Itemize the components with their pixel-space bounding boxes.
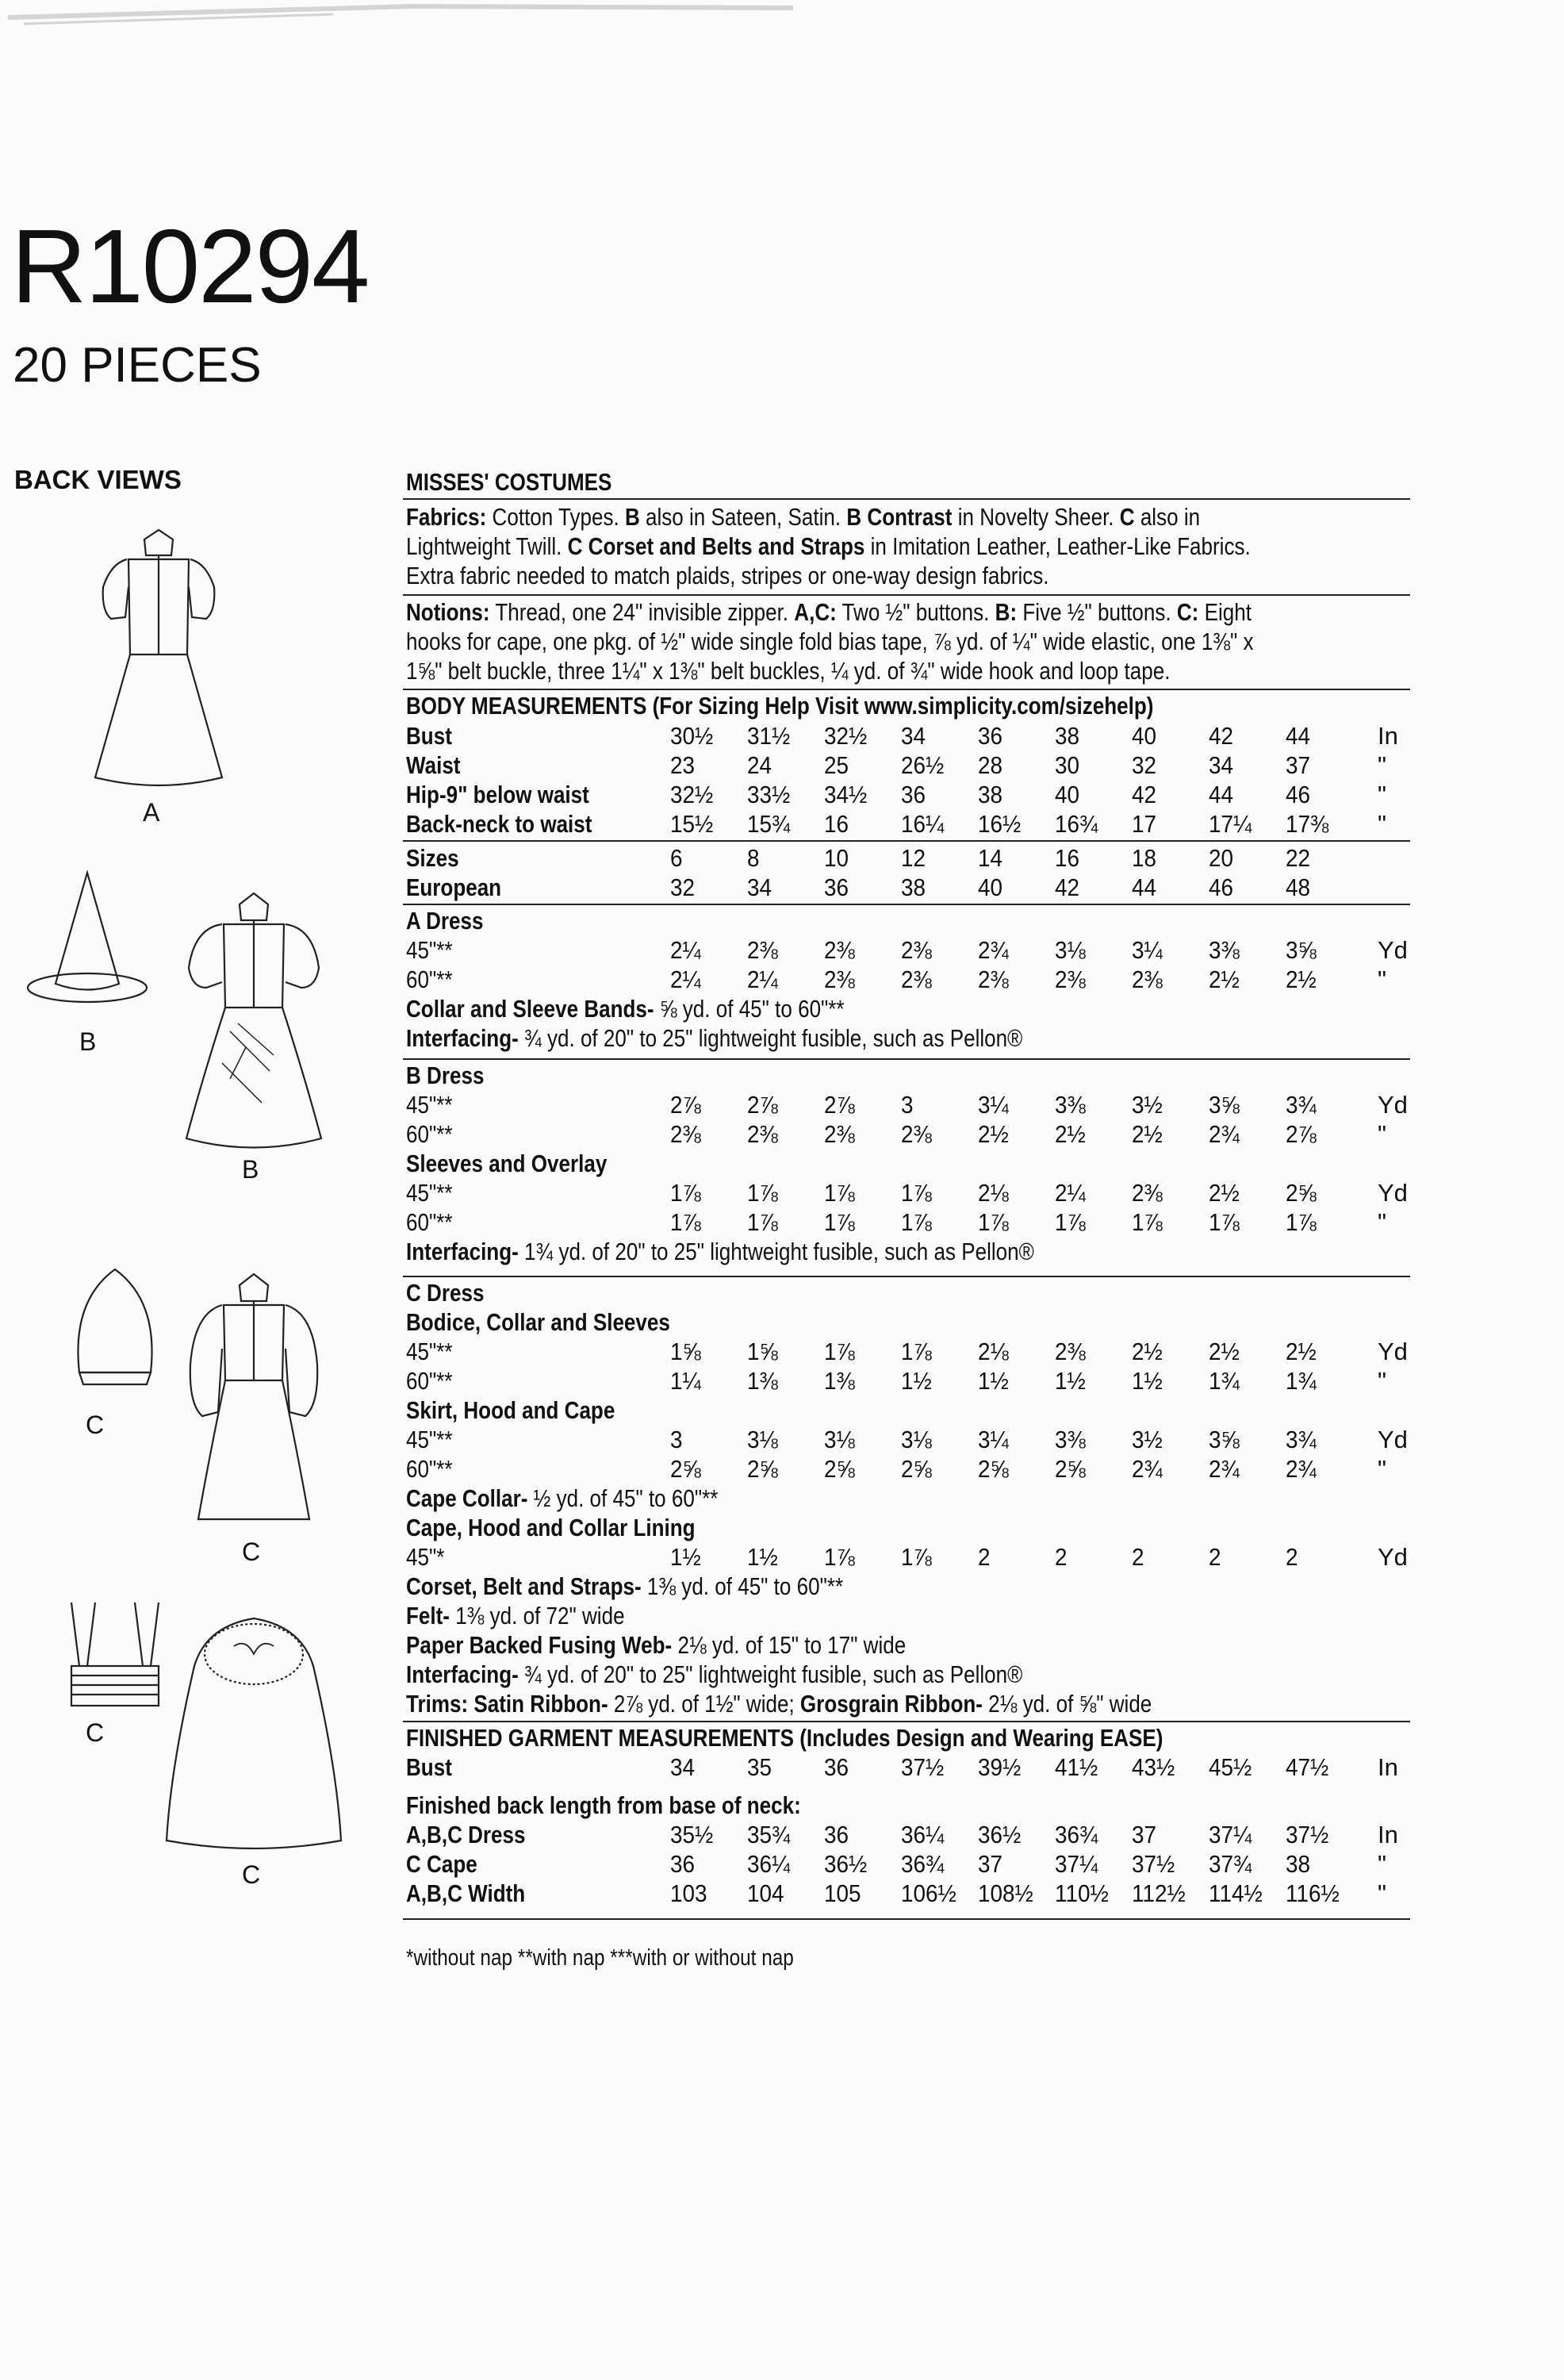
cell-value: 3⅛ — [747, 1426, 778, 1453]
cell-value: 2 — [1055, 1543, 1068, 1571]
cell-value: 20 — [1209, 844, 1234, 872]
view-c-cape-illustration — [159, 1610, 349, 1856]
cell-value: 1⅞ — [978, 1208, 1009, 1236]
c-cape-collar-line: Cape Collar- ½ yd. of 45" to 60"** — [406, 1484, 719, 1512]
view-c-hood-label: C — [86, 1411, 105, 1439]
cell-value: 2⅝ — [901, 1455, 932, 1483]
cell-value: 2⅜ — [1055, 1338, 1086, 1365]
cell-value: 1¾ — [1209, 1367, 1240, 1395]
c-trims-line: Trims: Satin Ribbon- 2⅞ yd. of 1½" wide; Grosgrain Ribbon- 2⅛ yd. of ⅝" wide — [406, 1690, 1152, 1718]
notions-line-3: 1⅝" belt buckle, three 1¼" x 1⅜" belt buckles, ¼ yd. of ¾" wide hook and loop tape. — [406, 657, 1171, 685]
cell-value: 24 — [747, 751, 772, 779]
cell-value: 25 — [824, 751, 849, 779]
cell-value: 35½ — [670, 1821, 714, 1848]
row-label: Sizes — [406, 844, 459, 872]
cell-value: 30 — [1055, 751, 1080, 779]
cell-value: 36¼ — [747, 1850, 791, 1878]
cell-value: 36 — [901, 781, 926, 808]
unit-label: Yd — [1378, 936, 1408, 964]
cell-value: 2½ — [1286, 965, 1317, 993]
cell-value: 3¾ — [1286, 1091, 1317, 1119]
cell-value: 1½ — [978, 1367, 1009, 1395]
cell-value: 1½ — [747, 1543, 778, 1571]
cell-value: 36¾ — [901, 1850, 945, 1878]
cell-value: 46 — [1286, 781, 1311, 808]
row-label: 60"** — [406, 1120, 453, 1148]
finished-heading: FINISHED GARMENT MEASUREMENTS (Includes Design and Wearing EASE) — [406, 1724, 1163, 1752]
cell-value: 2⅝ — [1286, 1179, 1317, 1207]
cell-value: 2⅜ — [747, 936, 778, 964]
row-label: Back-neck to waist — [406, 810, 592, 838]
cell-value: 2⅞ — [1286, 1120, 1317, 1148]
row-label: 60"** — [406, 1455, 453, 1483]
row-label: Bust — [406, 722, 452, 750]
row-label: A,B,C Width — [406, 1879, 526, 1907]
cell-value: 1⅞ — [670, 1208, 701, 1236]
cell-value: 35¾ — [747, 1821, 791, 1848]
cell-value: 2⅝ — [978, 1455, 1009, 1483]
cell-value: 2½ — [1055, 1120, 1086, 1148]
cell-value: 2¾ — [1286, 1455, 1317, 1483]
view-c-dress-illustration — [174, 1269, 333, 1539]
unit-label: Yd — [1378, 1179, 1408, 1207]
cell-value: 36¼ — [901, 1821, 945, 1848]
row-label: 45"** — [406, 1179, 453, 1207]
cell-value: 35 — [747, 1753, 772, 1781]
cell-value: 3⅝ — [1209, 1426, 1240, 1453]
cell-value: 2⅛ — [978, 1338, 1009, 1365]
cell-value: 110½ — [1055, 1879, 1109, 1907]
cell-value: 16 — [824, 810, 849, 838]
cell-value: 2⅜ — [901, 936, 932, 964]
cell-value: 1⅞ — [824, 1208, 855, 1236]
cell-value: 1⅝ — [747, 1338, 778, 1365]
cell-value: 2½ — [1209, 1338, 1240, 1365]
cell-value: 112½ — [1132, 1879, 1186, 1907]
cell-value: 37¾ — [1209, 1850, 1252, 1878]
cell-value: 36 — [978, 722, 1003, 750]
cell-value: 17 — [1132, 810, 1157, 838]
unit-label: " — [1378, 1879, 1387, 1907]
unit-label: " — [1378, 751, 1387, 779]
view-c-cape-label: C — [242, 1860, 261, 1889]
cell-value: 36 — [824, 873, 849, 901]
cell-value: 2 — [978, 1543, 991, 1571]
cell-value: 16 — [1055, 844, 1080, 872]
cell-value: 105 — [824, 1879, 861, 1907]
cell-value: 1⅞ — [901, 1179, 932, 1207]
cell-value: 1⅜ — [747, 1367, 778, 1395]
cell-value: 37 — [1286, 751, 1311, 779]
cell-value: 6 — [670, 844, 683, 872]
cell-value: 3¼ — [978, 1091, 1009, 1119]
cell-value: 40 — [978, 873, 1003, 901]
notions-line-2: hooks for cape, one pkg. of ½" wide single fold bias tape, ⅞ yd. of ¼" wide elastic, one 1⅜" x — [406, 628, 1254, 655]
cell-value: 1⅝ — [670, 1338, 701, 1365]
cell-value: 33½ — [747, 781, 791, 808]
cell-value: 2½ — [978, 1120, 1009, 1148]
back-views-heading: BACK VIEWS — [14, 465, 182, 494]
cell-value: 3 — [901, 1091, 914, 1119]
view-a-label: A — [143, 798, 160, 827]
cell-value: 10 — [824, 844, 849, 872]
cell-value: 2⅜ — [1055, 965, 1086, 993]
cell-value: 2¼ — [747, 965, 778, 993]
cell-value: 3⅛ — [1055, 936, 1086, 964]
cell-value: 2⅝ — [670, 1455, 701, 1483]
cell-value: 3½ — [1132, 1091, 1163, 1119]
cell-value: 2½ — [1132, 1120, 1163, 1148]
unit-label: " — [1378, 965, 1387, 993]
cell-value: 2 — [1209, 1543, 1221, 1571]
cell-value: 28 — [978, 751, 1003, 779]
view-b-hat-label: B — [79, 1027, 97, 1056]
cell-value: 116½ — [1286, 1879, 1340, 1907]
cell-value: 2⅞ — [824, 1091, 855, 1119]
unit-label: " — [1378, 1455, 1387, 1483]
cell-value: 41½ — [1055, 1753, 1098, 1781]
cell-value: 3⅜ — [1055, 1426, 1086, 1453]
cell-value: 3½ — [1132, 1426, 1163, 1453]
cell-value: 1⅞ — [747, 1179, 778, 1207]
cell-value: 34 — [901, 722, 926, 750]
c-bodice-heading: Bodice, Collar and Sleeves — [406, 1308, 670, 1336]
b-dress-interfacing-line: Interfacing- 1¾ yd. of 20" to 25" lightweight fusible, such as Pellon® — [406, 1238, 1034, 1265]
cell-value: 104 — [747, 1879, 784, 1907]
cell-value: 17⅜ — [1286, 810, 1329, 838]
cell-value: 15½ — [670, 810, 714, 838]
cell-value: 2⅜ — [901, 965, 932, 993]
row-label: European — [406, 873, 502, 901]
row-label: Waist — [406, 751, 461, 779]
row-label: 60"** — [406, 1367, 453, 1395]
cell-value: 114½ — [1209, 1879, 1263, 1907]
unit-label: Yd — [1378, 1091, 1408, 1119]
cell-value: 3¼ — [978, 1426, 1009, 1453]
c-skirt-heading: Skirt, Hood and Cape — [406, 1396, 615, 1424]
cell-value: 2¼ — [670, 965, 701, 993]
cell-value: 34½ — [824, 781, 868, 808]
cell-value: 2⅛ — [978, 1179, 1009, 1207]
cell-value: 36½ — [978, 1821, 1022, 1848]
cell-value: 3 — [670, 1426, 683, 1453]
cell-value: 43½ — [1132, 1753, 1175, 1781]
unit-label: In — [1378, 722, 1398, 750]
cell-value: 37¼ — [1055, 1850, 1098, 1878]
body-measurements-heading: BODY MEASUREMENTS (For Sizing Help Visit www.simplicity.com/sizehelp) — [406, 692, 1154, 720]
cell-value: 1⅞ — [747, 1208, 778, 1236]
cell-value: 1½ — [1132, 1367, 1163, 1395]
cell-value: 38 — [901, 873, 926, 901]
cell-value: 1⅞ — [1055, 1208, 1086, 1236]
cell-value: 38 — [978, 781, 1003, 808]
cell-value: 39½ — [978, 1753, 1022, 1781]
cell-value: 1⅞ — [1132, 1208, 1163, 1236]
unit-label: " — [1378, 781, 1387, 808]
fabrics-line-3: Extra fabric needed to match plaids, stripes or one-way design fabrics. — [406, 562, 1049, 589]
unit-label: " — [1378, 810, 1387, 838]
cell-value: 1½ — [901, 1367, 932, 1395]
cell-value: 48 — [1286, 873, 1311, 901]
scan-smudge — [0, 0, 793, 48]
fabrics-line-1: Fabrics: Cotton Types. B also in Sateen, Satin. B Contrast in Novelty Sheer. C also in — [406, 503, 1201, 531]
cell-value: 40 — [1055, 781, 1080, 808]
cell-value: 32 — [670, 873, 696, 901]
view-a-dress-illustration — [79, 524, 238, 793]
cell-value: 36 — [824, 1821, 849, 1848]
cell-value: 23 — [670, 751, 696, 779]
cell-value: 38 — [1055, 722, 1080, 750]
cell-value: 37 — [978, 1850, 1003, 1878]
cell-value: 1½ — [1055, 1367, 1086, 1395]
c-interfacing-line: Interfacing- ¾ yd. of 20" to 25" lightweight fusible, such as Pellon® — [406, 1660, 1023, 1688]
finished-back-heading: Finished back length from base of neck: — [406, 1791, 801, 1819]
row-label: 45"** — [406, 936, 453, 964]
row-label: C Cape — [406, 1850, 477, 1878]
cell-value: 12 — [901, 844, 926, 872]
cell-value: 3¼ — [1132, 936, 1163, 964]
cell-value: 16½ — [978, 810, 1022, 838]
unit-label: In — [1378, 1753, 1398, 1781]
cell-value: 1⅞ — [1209, 1208, 1240, 1236]
cell-value: 30½ — [670, 722, 714, 750]
cell-value: 2¼ — [1055, 1179, 1086, 1207]
cell-value: 1⅜ — [824, 1367, 855, 1395]
row-label: 60"** — [406, 1208, 453, 1236]
row-label: Hip-9" below waist — [406, 781, 589, 808]
cell-value: 47½ — [1286, 1753, 1329, 1781]
cell-value: 2⅜ — [901, 1120, 932, 1148]
cell-value: 3⅛ — [824, 1426, 855, 1453]
cell-value: 32½ — [670, 781, 714, 808]
cell-value: 2¼ — [670, 936, 701, 964]
pattern-number: R10294 — [11, 208, 369, 324]
cell-value: 2⅜ — [824, 965, 855, 993]
footnote: *without nap **with nap ***with or without nap — [406, 1945, 794, 1971]
cell-value: 2⅝ — [1055, 1455, 1086, 1483]
cell-value: 8 — [747, 844, 760, 872]
cell-value: 2½ — [1209, 965, 1240, 993]
cell-value: 2⅜ — [824, 936, 855, 964]
row-label: A,B,C Dress — [406, 1821, 526, 1848]
unit-label: Yd — [1378, 1426, 1408, 1453]
cell-value: 2¾ — [1209, 1120, 1240, 1148]
cell-value: 1⅞ — [1286, 1208, 1317, 1236]
b-dress-heading: B Dress — [406, 1061, 485, 1089]
cell-value: 44 — [1286, 722, 1311, 750]
cell-value: 16¼ — [901, 810, 945, 838]
fabrics-line-2: Lightweight Twill. C Corset and Belts and Straps in Imitation Leather, Leather-Like Fabrics. — [406, 532, 1251, 560]
cell-value: 34 — [1209, 751, 1234, 779]
cell-value: 22 — [1286, 844, 1311, 872]
cell-value: 106½ — [901, 1879, 956, 1907]
cell-value: 40 — [1132, 722, 1157, 750]
cell-value: 26½ — [901, 751, 945, 779]
cell-value: 1⅞ — [670, 1179, 701, 1207]
cell-value: 38 — [1286, 1850, 1311, 1878]
cell-value: 45½ — [1209, 1753, 1252, 1781]
cell-value: 14 — [978, 844, 1003, 872]
cell-value: 3⅛ — [901, 1426, 932, 1453]
cell-value: 34 — [670, 1753, 696, 1781]
cell-value: 42 — [1055, 873, 1080, 901]
view-c-hood-illustration — [63, 1253, 167, 1396]
unit-label: " — [1378, 1850, 1387, 1878]
cell-value: 37½ — [1286, 1821, 1329, 1848]
a-dress-collar-line: Collar and Sleeve Bands- ⅝ yd. of 45" to 60"** — [406, 995, 845, 1023]
unit-label: " — [1378, 1367, 1387, 1395]
cell-value: 2⅜ — [1132, 1179, 1163, 1207]
c-fusing-web-line: Paper Backed Fusing Web- 2⅛ yd. of 15" to 17" wide — [406, 1631, 907, 1659]
cell-value: 36 — [824, 1753, 849, 1781]
cell-value: 2⅞ — [670, 1091, 701, 1119]
c-dress-heading: C Dress — [406, 1279, 485, 1307]
cell-value: 34 — [747, 873, 772, 901]
cell-value: 36½ — [824, 1850, 868, 1878]
cell-value: 1⅞ — [824, 1543, 855, 1571]
cell-value: 46 — [1209, 873, 1234, 901]
cell-value: 3⅜ — [1055, 1091, 1086, 1119]
a-dress-interfacing-line: Interfacing- ¾ yd. of 20" to 25" lightweight fusible, such as Pellon® — [406, 1024, 1023, 1052]
cell-value: 2¾ — [1132, 1455, 1163, 1483]
cell-value: 1⅞ — [901, 1208, 932, 1236]
cell-value: 3¾ — [1286, 1426, 1317, 1453]
cell-value: 37 — [1132, 1821, 1157, 1848]
cell-value: 1⅞ — [824, 1179, 855, 1207]
row-label: 45"* — [406, 1543, 445, 1571]
cell-value: 1¾ — [1286, 1367, 1317, 1395]
cell-value: 2½ — [1132, 1338, 1163, 1365]
row-label: 45"** — [406, 1426, 453, 1453]
cell-value: 36¾ — [1055, 1821, 1098, 1848]
cell-value: 2⅜ — [670, 1120, 701, 1148]
cell-value: 2¾ — [1209, 1455, 1240, 1483]
cell-value: 1¼ — [670, 1367, 701, 1395]
cell-value: 36 — [670, 1850, 696, 1878]
row-label: 45"** — [406, 1091, 453, 1119]
cell-value: 103 — [670, 1879, 707, 1907]
cell-value: 1⅞ — [901, 1543, 932, 1571]
view-b-hat-illustration — [24, 865, 151, 1015]
cell-value: 17¼ — [1209, 810, 1252, 838]
cell-value: 42 — [1132, 781, 1157, 808]
cell-value: 18 — [1132, 844, 1157, 872]
cell-value: 2⅜ — [1132, 965, 1163, 993]
cell-value: 2 — [1132, 1543, 1144, 1571]
cell-value: 42 — [1209, 722, 1234, 750]
unit-label: " — [1378, 1120, 1387, 1148]
cell-value: 3⅜ — [1209, 936, 1240, 964]
cell-value: 2⅜ — [747, 1120, 778, 1148]
unit-label: In — [1378, 1821, 1398, 1848]
cell-value: 1⅞ — [824, 1338, 855, 1365]
cell-value: 37¼ — [1209, 1821, 1252, 1848]
unit-label: Yd — [1378, 1338, 1408, 1365]
cell-value: 3⅝ — [1209, 1091, 1240, 1119]
c-lining-heading: Cape, Hood and Collar Lining — [406, 1514, 696, 1541]
cell-value: 2¾ — [978, 936, 1009, 964]
cell-value: 37½ — [1132, 1850, 1175, 1878]
row-label: 60"** — [406, 965, 453, 993]
cell-value: 2½ — [1209, 1179, 1240, 1207]
b-dress-sleeves-heading: Sleeves and Overlay — [406, 1150, 608, 1177]
cell-value: 32 — [1132, 751, 1157, 779]
cell-value: 32½ — [824, 722, 868, 750]
a-dress-heading: A Dress — [406, 907, 484, 935]
cell-value: 2⅜ — [978, 965, 1009, 993]
cell-value: 2⅞ — [747, 1091, 778, 1119]
cell-value: 15¾ — [747, 810, 791, 838]
cell-value: 1½ — [670, 1543, 701, 1571]
c-felt-line: Felt- 1⅜ yd. of 72" wide — [406, 1602, 625, 1630]
cell-value: 31½ — [747, 722, 791, 750]
cell-value: 2⅝ — [747, 1455, 778, 1483]
cell-value: 2 — [1286, 1543, 1298, 1571]
cell-value: 44 — [1132, 873, 1157, 901]
cell-value: 2⅝ — [824, 1455, 855, 1483]
cell-value: 2⅜ — [824, 1120, 855, 1148]
view-b-dress-illustration — [174, 889, 333, 1158]
title: MISSES' COSTUMES — [406, 468, 612, 496]
notions-line-1: Notions: Thread, one 24" invisible zipper. A,C: Two ½" buttons. B: Five ½" buttons. C: Eight — [406, 598, 1252, 626]
unit-label: " — [1378, 1208, 1387, 1236]
cell-value: 2½ — [1286, 1338, 1317, 1365]
view-b-dress-label: B — [242, 1155, 259, 1184]
view-c-corset-label: C — [86, 1718, 105, 1747]
cell-value: 108½ — [978, 1879, 1033, 1907]
piece-count: 20 PIECES — [13, 338, 262, 393]
cell-value: 16¾ — [1055, 810, 1098, 838]
view-c-corset-illustration — [63, 1595, 167, 1714]
cell-value: 37½ — [901, 1753, 945, 1781]
unit-label: Yd — [1378, 1543, 1408, 1571]
cell-value: 1⅞ — [901, 1338, 932, 1365]
c-corset-line: Corset, Belt and Straps- 1⅜ yd. of 45" to 60"** — [406, 1572, 844, 1600]
view-c-dress-label: C — [242, 1537, 261, 1566]
row-label: 45"** — [406, 1338, 453, 1365]
row-label: Bust — [406, 1753, 452, 1781]
cell-value: 44 — [1209, 781, 1234, 808]
cell-value: 3⅝ — [1286, 936, 1317, 964]
